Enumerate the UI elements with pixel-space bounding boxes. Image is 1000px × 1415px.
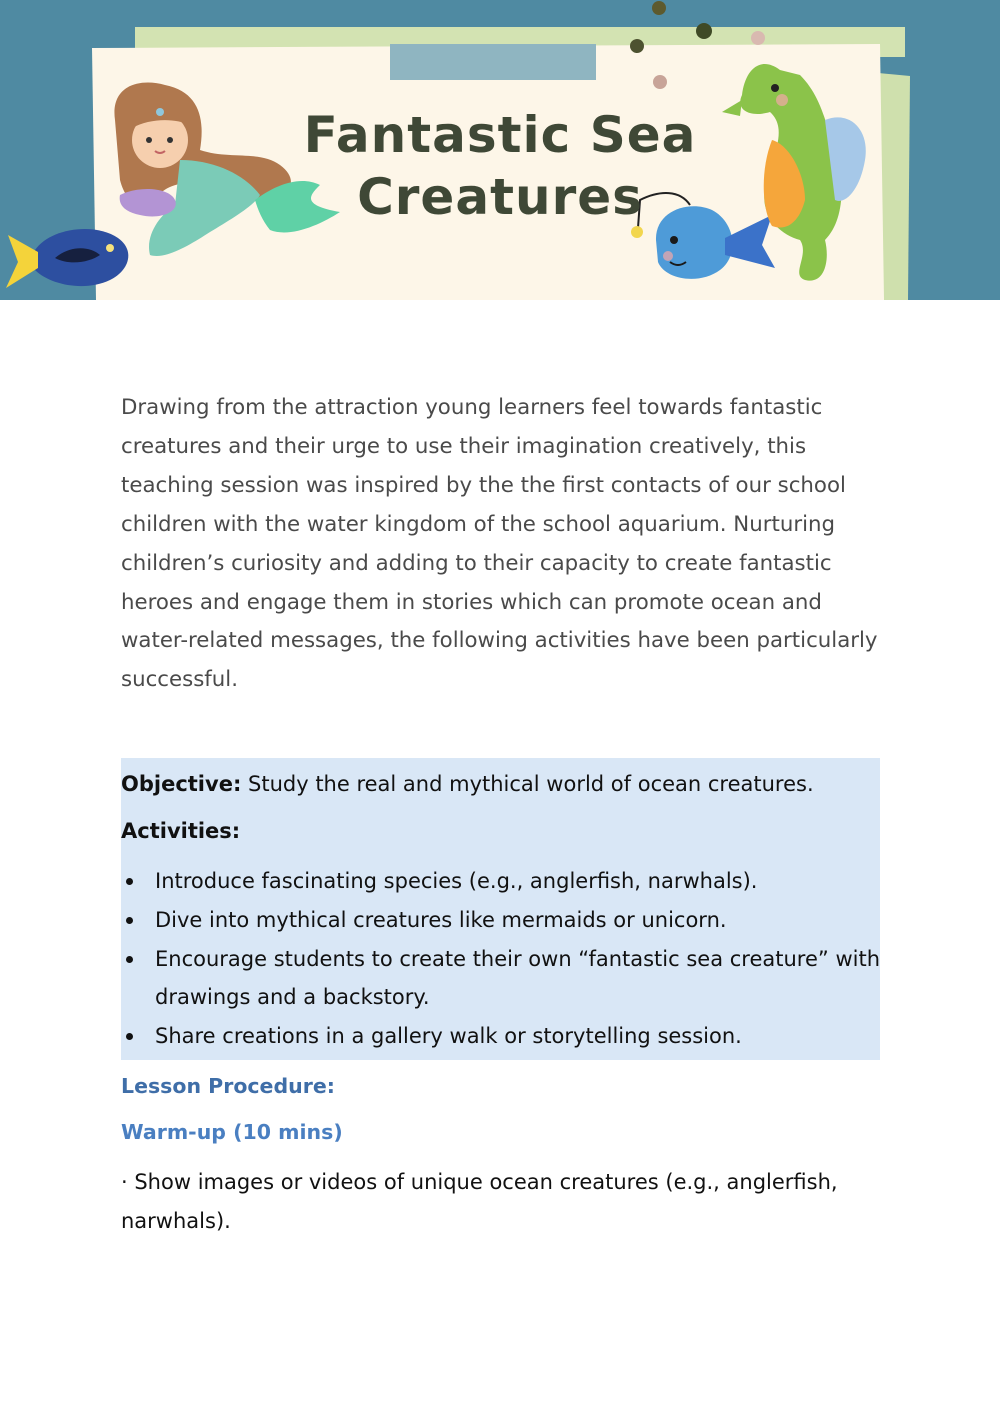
page-title xyxy=(300,104,700,228)
list-item xyxy=(121,940,881,1018)
bullet-icon xyxy=(126,917,133,924)
list-item-text: Dive into mythical creatures like mermaids or unicorn. xyxy=(155,907,727,932)
objective-label: Objective: xyxy=(121,772,242,796)
list-item xyxy=(121,862,881,901)
list-item-text: Introduce fascinating species (e.g., anglerfish, narwhals). xyxy=(155,869,758,893)
header-banner xyxy=(0,0,1000,300)
warmup-heading: Warm-up (10 mins) xyxy=(121,1120,343,1144)
objective-line xyxy=(121,765,881,803)
tape-strip xyxy=(390,44,596,80)
activities-list xyxy=(121,862,881,1056)
title-line-2: Creatures xyxy=(357,168,643,226)
list-item xyxy=(121,901,881,940)
objective-text: Study the real and mythical world of ocean creatures. xyxy=(241,772,814,796)
bullet-icon xyxy=(126,1033,133,1040)
list-item-text: Share creations in a gallery walk or storytelling session. xyxy=(155,1024,742,1049)
intro-paragraph: Drawing from the attraction young learners feel towards fantastic creatures and their urge to use their imagination creatively, this teaching session was inspired by the the first contacts of our school children with the water kingdom of the school aquarium. Nurturing children’s curiosity and adding to their capacity to create fantastic heroes and engage them in stories which can promote ocean and water-related messages, the following activities have been particularly successful. xyxy=(121,395,878,693)
warmup-text: · Show images or videos of unique ocean creatures (e.g., anglerfish, narwhals). xyxy=(121,1170,838,1233)
activities-label: Activities: xyxy=(121,819,241,843)
bullet-icon xyxy=(126,956,133,963)
list-item xyxy=(121,1017,881,1056)
blue-tang-fish-illustration xyxy=(6,229,128,288)
title-line-1: Fantastic Sea xyxy=(303,106,697,164)
list-item-text: Encourage students to create their own “fantastic sea creature” with drawings and a backstory. xyxy=(155,946,881,1010)
lesson-procedure-heading: Lesson Procedure: xyxy=(121,1074,335,1098)
bullet-icon xyxy=(126,878,133,885)
